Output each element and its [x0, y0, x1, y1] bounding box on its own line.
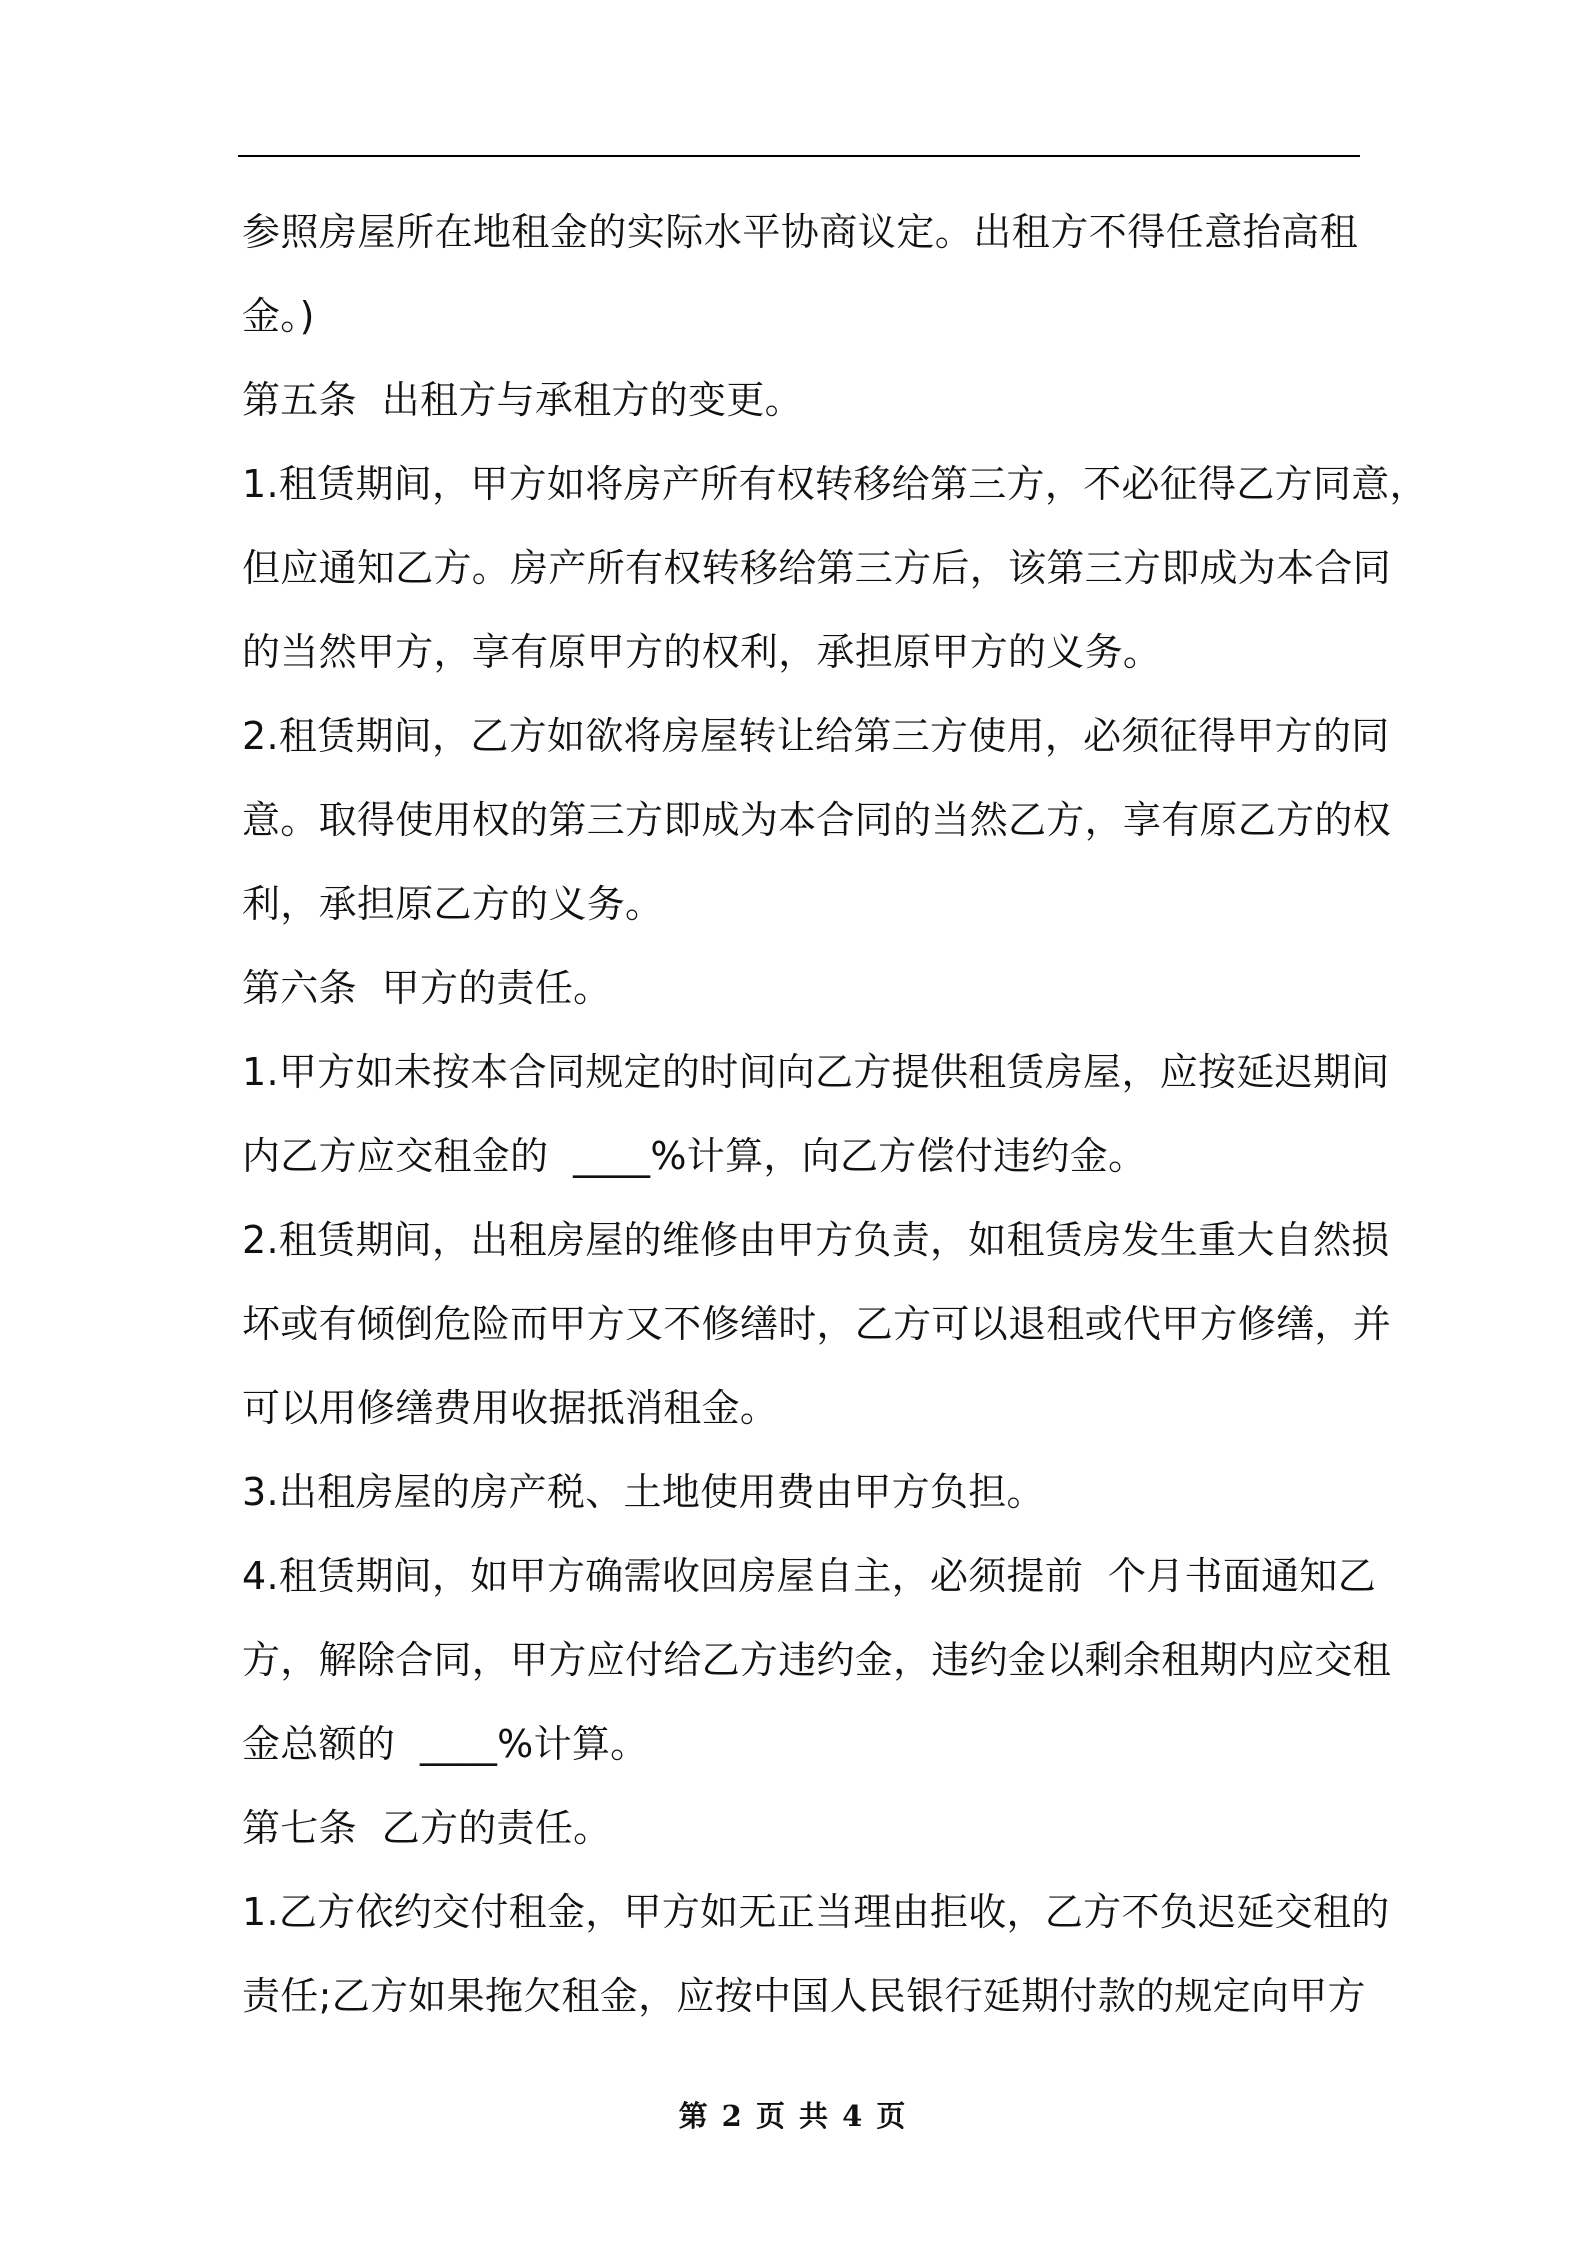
- section-heading: 第六条 甲方的责任。: [242, 966, 612, 1010]
- text-line: 金总额的 ____%计算。: [242, 1722, 649, 1766]
- text-line: 坏或有倾倒危险而甲方又不修缮时，乙方可以退租或代甲方修缮，并: [242, 1302, 1392, 1346]
- text-line: 的当然甲方，享有原甲方的权利，承担原甲方的义务。: [242, 630, 1162, 674]
- text-line: 可以用修缮费用收据抵消租金。: [242, 1386, 779, 1430]
- text-line: 3.出租房屋的房产税、土地使用费由甲方负担。: [242, 1470, 1045, 1514]
- text-line: 4.租赁期间，如甲方确需收回房屋自主，必须提前 个月书面通知乙: [242, 1554, 1377, 1598]
- text-line: 利，承担原乙方的义务。: [242, 882, 664, 926]
- text-line: 意。取得使用权的第三方即成为本合同的当然乙方，享有原乙方的权: [242, 798, 1392, 842]
- page-number-footer: 第 2 页 共 4 页: [678, 2099, 908, 2133]
- document-body: [242, 190, 1428, 2038]
- text-line: 1.甲方如未按本合同规定的时间向乙方提供租赁房屋，应按延迟期间: [242, 1050, 1390, 1094]
- text-line: 内乙方应交租金的 ____%计算，向乙方偿付违约金。: [242, 1134, 1147, 1178]
- text-line: 参照房屋所在地租金的实际水平协商议定。出租方不得任意抬高租: [242, 210, 1358, 254]
- text-line: 方，解除合同，甲方应付给乙方违约金，违约金以剩余租期内应交租: [242, 1638, 1392, 1682]
- text-line: 责任;乙方如果拖欠租金，应按中国人民银行延期付款的规定向甲方: [242, 1974, 1366, 2018]
- header-rule: [238, 155, 1360, 157]
- section-heading: 第七条 乙方的责任。: [242, 1806, 612, 1850]
- text-line: 2.租赁期间，出租房屋的维修由甲方负责，如租赁房发生重大自然损: [242, 1218, 1390, 1262]
- text-line: 1.乙方依约交付租金，甲方如无正当理由拒收，乙方不负迟延交租的: [242, 1890, 1390, 1934]
- text-line: 2.租赁期间，乙方如欲将房屋转让给第三方使用，必须征得甲方的同: [242, 714, 1390, 758]
- text-line: 金。): [242, 294, 315, 338]
- section-heading: 第五条 出租方与承租方的变更。: [242, 378, 803, 422]
- text-line: 但应通知乙方。房产所有权转移给第三方后，该第三方即成为本合同: [242, 546, 1392, 590]
- text-line: 1.租赁期间，甲方如将房产所有权转移给第三方，不必征得乙方同意，: [242, 462, 1428, 506]
